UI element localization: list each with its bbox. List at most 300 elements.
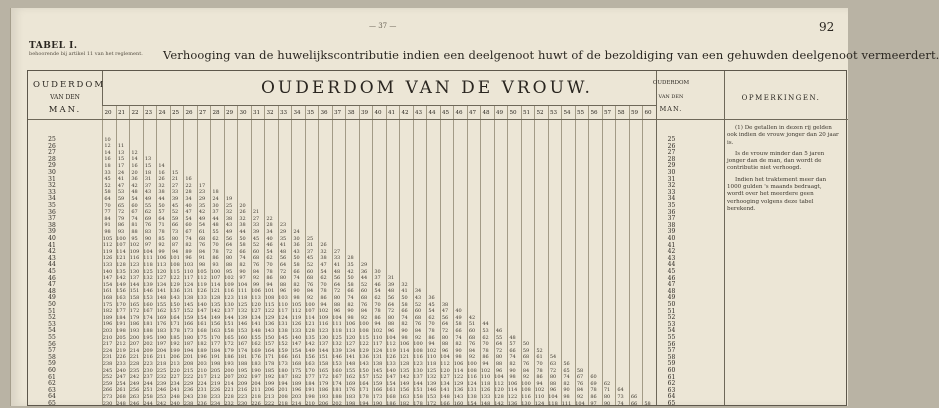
- table-cell: 76: [252, 261, 260, 268]
- husband-age-right: 50: [667, 301, 676, 308]
- table-cell: 72: [549, 367, 557, 374]
- table-cell: 37: [306, 248, 314, 255]
- table-cell: 102: [318, 308, 329, 315]
- left-header-line3: MAN.: [48, 105, 82, 115]
- table-cell: 121: [399, 354, 410, 361]
- table-cell: 52: [104, 182, 111, 189]
- table-cell: 116: [521, 393, 531, 400]
- table-cell: 90: [401, 327, 408, 334]
- table-cell: 124: [372, 347, 383, 354]
- wife-column-divider: [615, 105, 616, 405]
- husband-age-right: 64: [667, 393, 676, 401]
- table-cell: 128: [305, 327, 315, 334]
- table-cell: 102: [129, 242, 140, 249]
- table-cell: 116: [318, 321, 329, 328]
- table-cell: 104: [440, 354, 450, 361]
- table-cell: 201: [183, 354, 194, 361]
- table-cell: 212: [210, 374, 221, 381]
- table-cell: 129: [453, 380, 464, 387]
- table-cell: 58: [644, 400, 651, 407]
- table-cell: 153: [237, 327, 248, 334]
- table-cell: 100: [413, 341, 423, 348]
- husband-age-right: 27: [667, 149, 676, 157]
- table-cell: 223: [143, 360, 153, 367]
- table-cell: 202: [332, 400, 342, 407]
- table-cell: 233: [210, 393, 221, 400]
- wife-age-header: 24: [158, 110, 166, 116]
- table-cell: 66: [630, 393, 638, 400]
- table-cell: 143: [170, 294, 180, 301]
- table-cell: 244: [143, 380, 153, 387]
- table-cell: 132: [426, 374, 437, 381]
- husband-age-right: 35: [667, 202, 676, 209]
- table-cell: 71: [603, 387, 611, 394]
- table-cell: 73: [617, 393, 624, 400]
- table-cell: 20: [131, 169, 138, 176]
- table-cell: 202: [237, 374, 248, 381]
- table-cell: 189: [197, 347, 207, 354]
- table-cell: 248: [116, 400, 126, 407]
- table-cell: 38: [239, 222, 246, 229]
- table-cell: 27: [252, 215, 260, 222]
- table-cell: 108: [170, 261, 180, 268]
- remark-2: Is de vrouw minder dan 5 jaren jonger dan de man, dan wordt de contributie niet verhoogd.: [727, 150, 825, 172]
- husband-age-right: 59: [667, 360, 676, 368]
- section-title: OUDERDOM VAN DE VROUW.: [261, 78, 593, 98]
- wife-age-header: 37: [333, 110, 342, 116]
- husband-age-right: 58: [667, 353, 676, 361]
- table-cell: 186: [386, 400, 396, 407]
- table-cell: 240: [170, 400, 180, 407]
- table-cell: 25: [225, 202, 233, 209]
- table-cell: 97: [239, 275, 246, 282]
- table-cell: 118: [237, 294, 248, 301]
- table-cell: 28: [185, 189, 192, 196]
- table-cell: 82: [509, 360, 516, 367]
- table-cell: 218: [156, 360, 167, 367]
- table-cell: 138: [183, 294, 194, 301]
- table-cell: 161: [197, 321, 207, 328]
- table-cell: 73: [171, 228, 179, 235]
- table-cell: 104: [237, 281, 248, 288]
- table-cell: 127: [345, 341, 356, 348]
- table-cell: 158: [224, 327, 234, 334]
- table-cell: 187: [278, 374, 288, 381]
- table-cell: 104: [386, 334, 396, 341]
- table-cell: 233: [116, 360, 126, 367]
- table-cell: 259: [102, 380, 113, 387]
- remark-1: (1) De getallen in dezen rij gelden ook indien de vrouw jonger dan 20 jaar is.: [727, 125, 839, 146]
- table-cell: 143: [359, 360, 369, 367]
- table-cell: 98: [104, 228, 111, 235]
- table-cell: 123: [413, 360, 423, 367]
- table-cell: 228: [224, 393, 234, 400]
- table-cell: 46: [495, 327, 503, 334]
- table-cell: 127: [440, 374, 450, 381]
- table-cell: 58: [455, 321, 462, 328]
- table-cell: 27: [171, 182, 179, 189]
- table-cell: 163: [399, 393, 410, 400]
- table-cell: 112: [494, 380, 504, 387]
- table-cell: 252: [102, 374, 113, 381]
- table-cell: 125: [143, 268, 153, 275]
- table-cell: 120: [251, 301, 261, 308]
- table-cell: 112: [440, 360, 450, 367]
- table-cell: 176: [156, 321, 167, 328]
- table-cell: 158: [413, 393, 423, 400]
- table-cell: 170: [305, 367, 315, 374]
- table-cell: 33: [252, 222, 260, 229]
- table-cell: 172: [318, 374, 329, 381]
- table-cell: 104: [548, 393, 558, 400]
- table-cell: 36: [428, 294, 435, 301]
- page-number: 92: [819, 20, 835, 34]
- table-cell: 120: [345, 334, 356, 341]
- table-cell: 222: [183, 374, 194, 381]
- table-cell: 188: [237, 360, 248, 367]
- table-cell: 59: [171, 215, 179, 222]
- table-cell: 62: [320, 275, 327, 282]
- table-cell: 49: [225, 228, 233, 235]
- table-cell: 14: [131, 156, 138, 163]
- table-cell: 87: [171, 242, 179, 249]
- table-cell: 149: [116, 281, 126, 288]
- table-cell: 154: [197, 314, 207, 321]
- table-cell: 100: [359, 321, 369, 328]
- table-cell: 50: [347, 275, 354, 282]
- table-cell: 110: [183, 268, 194, 275]
- table-cell: 177: [305, 374, 315, 381]
- table-cell: 160: [332, 367, 342, 374]
- table-cell: 85: [158, 235, 165, 242]
- table-cell: 130: [224, 301, 234, 308]
- table-cell: 105: [102, 235, 113, 242]
- husband-age-left: 44: [48, 261, 56, 269]
- husband-age-left: 31: [48, 175, 56, 183]
- table-cell: 121: [116, 255, 126, 262]
- table-cell: 130: [318, 334, 329, 341]
- table-cell: 62: [212, 235, 219, 242]
- table-cell: 216: [237, 387, 248, 394]
- wife-column-divider: [642, 105, 643, 405]
- husband-age-left: 33: [48, 188, 56, 196]
- table-cell: 66: [630, 400, 638, 407]
- table-cell: 70: [104, 202, 111, 209]
- table-cell: 86: [212, 255, 219, 262]
- table-cell: 166: [278, 354, 288, 361]
- table-cell: 119: [386, 347, 396, 354]
- table-cell: 138: [372, 360, 383, 367]
- table-cell: 116: [129, 255, 140, 262]
- table-cell: 74: [239, 255, 246, 262]
- table-cell: 131: [372, 354, 383, 361]
- table-cell: 133: [291, 327, 302, 334]
- table-cell: 125: [426, 367, 437, 374]
- table-cell: 49: [198, 215, 206, 222]
- table-cell: 99: [252, 281, 260, 288]
- table-cell: 102: [224, 275, 234, 282]
- table-cell: 178: [413, 400, 423, 407]
- table-cell: 174: [332, 380, 342, 387]
- table-cell: 243: [183, 393, 194, 400]
- table-cell: 33: [171, 189, 179, 196]
- husband-age-left: 53: [48, 320, 56, 328]
- table-cell: 168: [197, 327, 207, 334]
- table-cell: 29: [198, 195, 206, 202]
- table-cell: 151: [224, 321, 234, 328]
- wife-age-header: 57: [603, 110, 612, 116]
- table-cell: 42: [198, 209, 206, 216]
- table-cell: 132: [143, 275, 153, 282]
- table-cell: 48: [212, 222, 219, 229]
- right-header-line2: VAN DEN: [658, 94, 684, 100]
- table-cell: 24: [212, 195, 219, 202]
- table-cell: 217: [197, 374, 207, 381]
- table-cell: 151: [318, 354, 329, 361]
- table-cell: 199: [264, 380, 275, 387]
- husband-age-right: 51: [667, 307, 676, 315]
- table-cell: 89: [185, 248, 192, 255]
- husband-age-right: 39: [667, 228, 676, 236]
- table-label-subtitle: behoorende bij artikel 11 van het reglement.: [29, 51, 143, 57]
- table-cell: 127: [251, 308, 261, 315]
- table-cell: 106: [345, 321, 356, 328]
- table-cell: 108: [413, 347, 423, 354]
- table-cell: 74: [509, 354, 516, 361]
- husband-age-left: 37: [48, 215, 56, 223]
- table-cell: 182: [102, 308, 113, 315]
- table-cell: 193: [224, 360, 234, 367]
- wife-age-header: 54: [563, 110, 571, 116]
- table-cell: 133: [480, 393, 491, 400]
- table-cell: 80: [333, 294, 341, 301]
- table-cell: 67: [185, 228, 192, 235]
- table-cell: 134: [156, 281, 167, 288]
- page-number-top: — 37 —: [369, 22, 397, 30]
- table-cell: 154: [467, 400, 477, 407]
- table-cell: 154: [291, 347, 302, 354]
- table-cell: 217: [102, 341, 113, 348]
- table-cell: 94: [536, 380, 543, 387]
- table-cell: 106: [453, 360, 464, 367]
- table-cell: 169: [251, 347, 261, 354]
- remark-3: Indien het traktement meer dan 1000 gulden 's maands bedraagt, wordt over het meerdere geen verhooging volgens deze tabel berekend.: [727, 176, 827, 212]
- table-cell: 48: [333, 268, 341, 275]
- table-cell: 31: [144, 176, 152, 183]
- husband-age-left: 25: [48, 136, 56, 143]
- table-cell: 98: [563, 393, 570, 400]
- table-cell: 125: [237, 301, 248, 308]
- table-cell: 64: [617, 387, 624, 394]
- table-cell: 80: [279, 275, 287, 282]
- table-cell: 114: [305, 314, 315, 321]
- table-cell: 60: [185, 222, 192, 229]
- table-cell: 122: [507, 393, 518, 400]
- table-cell: 211: [251, 387, 261, 394]
- table-cell: 32: [401, 281, 408, 288]
- table-cell: 110: [534, 393, 545, 400]
- table-cell: 164: [170, 314, 180, 321]
- table-cell: 130: [521, 400, 531, 407]
- table-cell: 157: [264, 341, 275, 348]
- table-cell: 154: [386, 380, 396, 387]
- table-cell: 191: [305, 387, 315, 394]
- wife-age-header: 25: [171, 110, 180, 116]
- table-cell: 234: [170, 380, 180, 387]
- wife-age-header: 45: [441, 110, 450, 116]
- table-cell: 115: [264, 301, 275, 308]
- table-cell: 111: [237, 288, 248, 295]
- table-cell: 76: [198, 242, 206, 249]
- table-cell: 254: [116, 380, 126, 387]
- table-cell: 163: [116, 294, 126, 301]
- table-cell: 36: [131, 176, 138, 183]
- table-cell: 118: [332, 327, 342, 334]
- table-cell: 224: [197, 380, 207, 387]
- table-cell: 69: [144, 215, 152, 222]
- table-cell: 168: [102, 294, 113, 301]
- table-cell: 122: [264, 308, 275, 315]
- table-cell: 153: [143, 294, 153, 301]
- table-cell: 48: [131, 189, 138, 196]
- table-cell: 163: [305, 360, 315, 367]
- husband-age-right: 26: [667, 142, 676, 150]
- table-cell: 114: [210, 281, 221, 288]
- table-cell: 158: [129, 294, 140, 301]
- wife-age-header: 32: [266, 110, 274, 116]
- table-cell: 263: [129, 393, 140, 400]
- table-cell: 96: [387, 327, 395, 334]
- table-cell: 76: [306, 281, 314, 288]
- table-cell: 139: [143, 281, 153, 288]
- table-cell: 88: [495, 360, 503, 367]
- table-cell: 38: [320, 255, 327, 262]
- husband-age-right: 37: [667, 215, 676, 223]
- table-cell: 45: [171, 202, 179, 209]
- table-cell: 98: [509, 374, 516, 381]
- table-cell: 140: [291, 334, 302, 341]
- husband-age-right: 42: [667, 248, 676, 256]
- table-cell: 54: [131, 195, 138, 202]
- table-cell: 102: [372, 327, 383, 334]
- table-cell: 136: [170, 288, 180, 295]
- table-cell: 237: [143, 374, 153, 381]
- table-cell: 115: [170, 268, 180, 275]
- table-cell: 64: [333, 281, 341, 288]
- table-cell: 94: [374, 321, 381, 328]
- table-cell: 36: [293, 242, 300, 249]
- table-cell: 219: [116, 347, 126, 354]
- table-cell: 78: [374, 308, 381, 315]
- table-cell: 152: [278, 341, 288, 348]
- table-cell: 64: [225, 242, 233, 249]
- table-cell: 165: [224, 334, 234, 341]
- table-cell: 16: [185, 176, 192, 183]
- table-cell: 56: [563, 360, 570, 367]
- wife-age-header: 26: [185, 110, 193, 116]
- table-cell: 92: [360, 314, 368, 321]
- table-cell: 13: [117, 149, 125, 156]
- table-cell: 15: [171, 169, 179, 176]
- table-cell: 148: [156, 294, 167, 301]
- husband-age-left: 64: [48, 393, 56, 401]
- table-cell: 178: [264, 360, 275, 367]
- table-cell: 140: [386, 367, 396, 374]
- table-cell: 161: [386, 387, 396, 394]
- table-cell: 124: [278, 314, 288, 321]
- wife-age-header: 21: [117, 110, 126, 116]
- table-cell: 133: [386, 360, 396, 367]
- column-divider: [724, 71, 725, 405]
- table-cell: 52: [252, 242, 260, 249]
- table-cell: 256: [129, 387, 140, 394]
- table-cell: 14: [104, 149, 111, 156]
- table-cell: 112: [102, 242, 113, 249]
- table-cell: 30: [293, 235, 300, 242]
- husband-age-left: 28: [48, 155, 56, 163]
- husband-age-right: 44: [667, 261, 676, 269]
- table-cell: 82: [239, 261, 246, 268]
- table-cell: 142: [399, 374, 410, 381]
- table-cell: 74: [347, 294, 354, 301]
- table-cell: 126: [197, 288, 207, 295]
- table-cell: 171: [359, 387, 369, 394]
- table-cell: 151: [413, 387, 423, 394]
- table-cell: 251: [143, 387, 153, 394]
- table-cell: 214: [291, 400, 302, 407]
- table-cell: 54: [549, 354, 557, 361]
- table-cell: 96: [333, 308, 341, 315]
- table-cell: 198: [345, 400, 356, 407]
- table-cell: 176: [251, 354, 261, 361]
- table-cell: 209: [237, 380, 248, 387]
- husband-age-right: 57: [667, 347, 676, 355]
- table-cell: 29: [279, 228, 287, 235]
- table-cell: 123: [129, 261, 140, 268]
- table-cell: 161: [291, 354, 302, 361]
- table-cell: 136: [359, 354, 369, 361]
- table-cell: 94: [482, 360, 489, 367]
- table-cell: 41: [401, 288, 408, 295]
- table-cell: 173: [183, 327, 194, 334]
- table-cell: 82: [293, 281, 300, 288]
- table-cell: 84: [468, 347, 476, 354]
- table-cell: 225: [156, 367, 167, 374]
- husband-age-left: 51: [48, 307, 56, 315]
- table-cell: 129: [264, 314, 275, 321]
- table-cell: 64: [387, 301, 395, 308]
- table-cell: 204: [156, 347, 167, 354]
- table-cell: 117: [372, 341, 383, 348]
- table-cell: 13: [144, 156, 152, 163]
- table-cell: 146: [426, 387, 437, 394]
- table-cell: 64: [158, 215, 165, 222]
- table-cell: 106: [399, 341, 410, 348]
- husband-age-left: 35: [48, 202, 56, 209]
- table-cell: 136: [453, 387, 464, 394]
- table-cell: 194: [278, 380, 288, 387]
- table-cell: 227: [170, 374, 180, 381]
- table-cell: 96: [495, 367, 503, 374]
- table-cell: 74: [293, 275, 300, 282]
- table-cell: 184: [210, 347, 221, 354]
- table-cell: 140: [102, 268, 113, 275]
- table-cell: 52: [536, 347, 543, 354]
- table-cell: 66: [509, 347, 516, 354]
- table-cell: 125: [332, 334, 342, 341]
- table-cell: 34: [185, 195, 192, 202]
- husband-age-right: 29: [667, 162, 676, 170]
